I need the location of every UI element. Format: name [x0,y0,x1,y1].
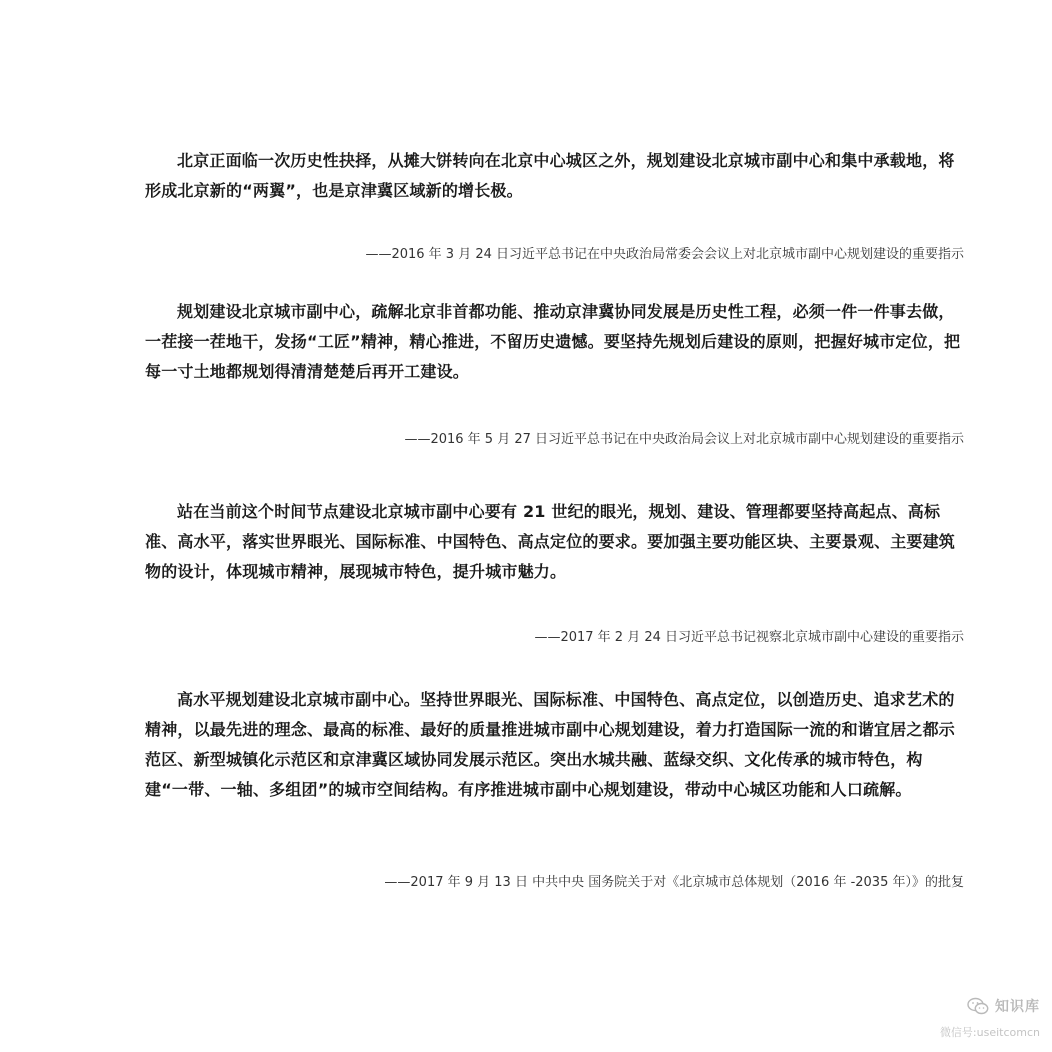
watermark-brand [967,996,1040,1016]
watermark-account: 微信号:useitcomcn [939,1026,1040,1039]
quote-paragraph: 站在当前这个时间节点建设北京城市副中心要有 21 世纪的眼光，规划、建设、管理都要坚持高起点、高标准、高水平，落实世界眼光、国际标准、中国特色、高点定位的要求。要加强主要功能区块、主要景观、主要建筑物的设计，体现城市精神，展现城市特色，提升城市魅力。 [145,502,956,581]
wechat-icon [967,997,989,1015]
quote-source: ——2017 年 9 月 13 日 中共中央 国务院关于对《北京城市总体规划（2016 年 -2035 年）》的批复 [384,875,964,890]
quote-source: ——2017 年 2 月 24 日习近平总书记视察北京城市副中心建设的重要指示 [534,630,964,645]
watermark-name: 知识库 [995,999,1040,1015]
quote-paragraph: 规划建设北京城市副中心，疏解北京非首都功能、推动京津冀协同发展是历史性工程，必须一件一件事去做，一茬接一茬地干，发扬“工匠”精神，精心推进，不留历史遗憾。要坚持先规划后建设的原则，把握好城市定位，把每一寸土地都规划得清清楚楚后再开工建设。 [145,302,961,381]
quote-paragraph: 高水平规划建设北京城市副中心。坚持世界眼光、国际标准、中国特色、高点定位，以创造历史、追求艺术的精神，以最先进的理念、最高的标准、最好的质量推进城市副中心规划建设，着力打造国际一流的和谐宜居之都示范区、新型城镇化示范区和京津冀区域协同发展示范区。突出水城共融、蓝绿交织、文化传承的城市特色，构建“一带、一轴、多组团”的城市空间结构。有序推进城市副中心规划建设，带动中心城区功能和人口疏解。 [145,690,956,799]
quote-paragraph: 北京正面临一次历史性抉择，从摊大饼转向在北京中心城区之外，规划建设北京城市副中心和集中承载地，将形成北京新的“两翼”，也是京津冀区域新的增长极。 [145,151,955,200]
watermark [920,996,1040,1044]
quote-source: ——2016 年 5 月 27 日习近平总书记在中央政治局会议上对北京城市副中心规划建设的重要指示 [404,432,964,447]
quote-source: ——2016 年 3 月 24 日习近平总书记在中央政治局常委会会议上对北京城市副中心规划建设的重要指示 [365,247,964,262]
